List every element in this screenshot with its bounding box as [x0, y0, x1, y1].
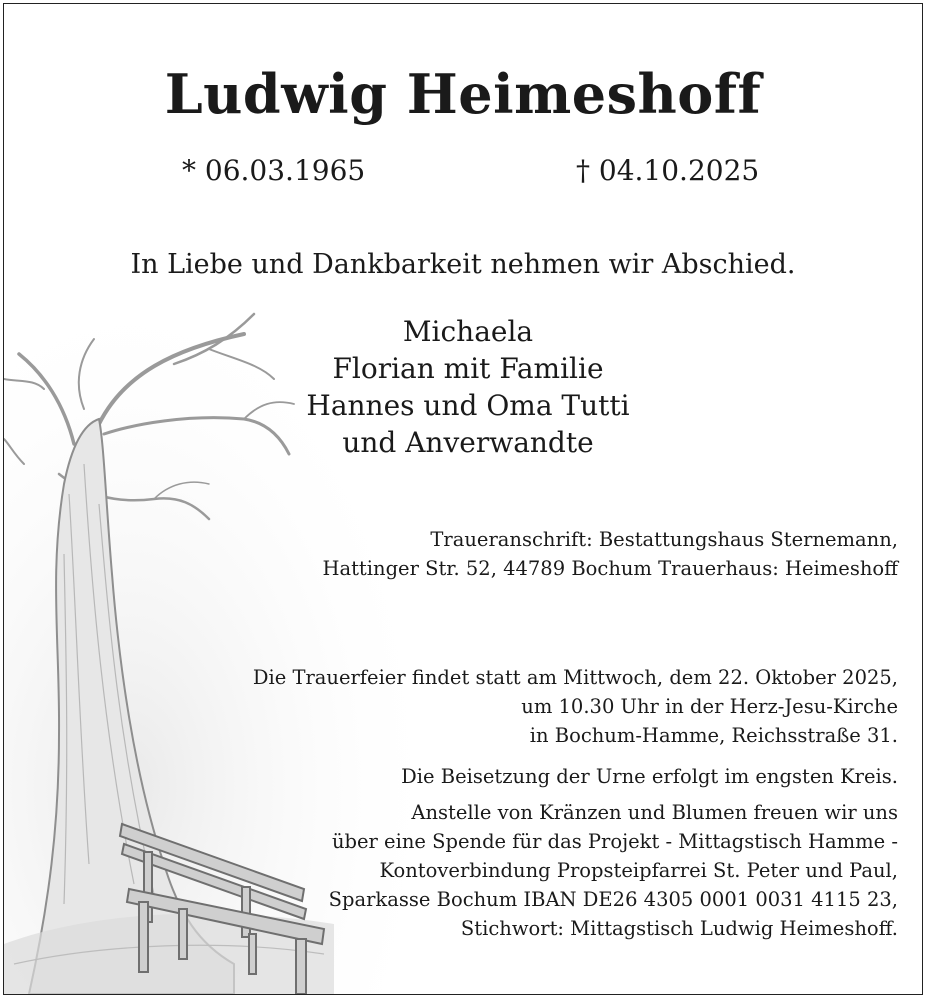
mourner-name: Florian mit Familie [332, 352, 604, 385]
address-line: Hattinger Str. 52, 44789 Bochum Trauerhaus: Heimeshoff [322, 557, 898, 580]
donation-line: Sparkasse Bochum IBAN DE26 4305 0001 0031 4115 23, [328, 888, 898, 911]
ceremony-line: Die Trauerfeier findet statt am Mittwoch, dem 22. Oktober 2025, [252, 666, 898, 689]
mourner-name: Michaela [402, 315, 534, 348]
donation-request [329, 798, 898, 943]
donation-line: Kontoverbindung Propsteipfarrei St. Peter und Paul, [379, 859, 898, 882]
deceased-name: Ludwig Heimeshoff [164, 62, 762, 126]
mourner-name: Hannes und Oma Tutti [306, 389, 630, 422]
farewell-line: In Liebe und Dankbarkeit nehmen wir Abschied. [130, 249, 796, 280]
donation-line: Anstelle von Kränzen und Blumen freuen wir uns [411, 801, 898, 824]
death-date: † 04.10.2025 [576, 154, 760, 187]
address-line: Traueranschrift: Bestattungshaus Sternemann, [430, 528, 898, 551]
birth-date: * 06.03.1965 [182, 154, 366, 187]
burial-info: Die Beisetzung der Urne erfolgt im engsten Kreis. [401, 765, 898, 788]
mourners-list [204, 313, 732, 461]
donation-line: über eine Spende für das Projekt - Mittagstisch Hamme - [331, 830, 898, 853]
mourning-address [322, 525, 898, 583]
ceremony-line: um 10.30 Uhr in der Herz-Jesu-Kirche [521, 695, 898, 718]
funeral-service-info [253, 663, 898, 750]
mourner-name: und Anverwandte [342, 426, 594, 459]
ceremony-line: in Bochum-Hamme, Reichsstraße 31. [529, 724, 898, 747]
obituary-notice [3, 3, 923, 995]
donation-line: Stichwort: Mittagstisch Ludwig Heimeshoff. [460, 917, 898, 940]
